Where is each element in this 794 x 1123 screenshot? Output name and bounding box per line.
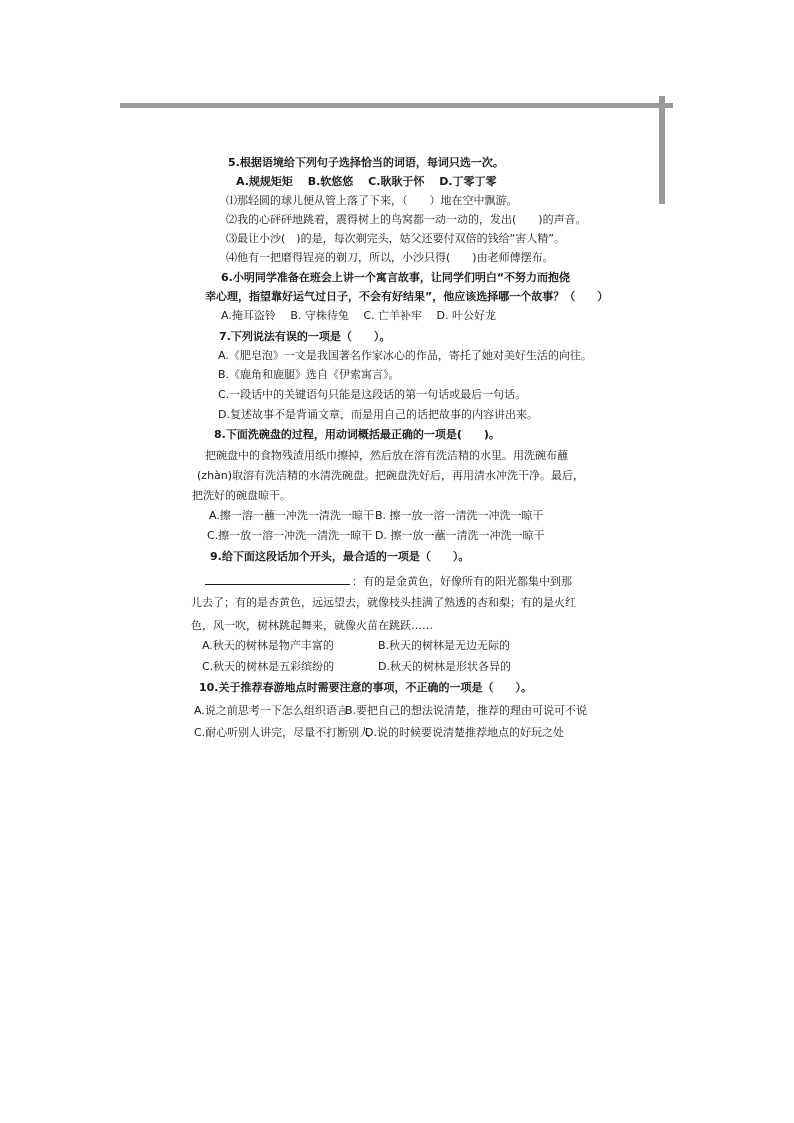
q8-option-a: A.擦一溶一蘸一冲洗一清洗一晾干 <box>209 509 374 522</box>
q10-option-c: C.耐心听别人讲完，尽量不打断别人 <box>194 726 371 739</box>
q8-option-d: D. 擦一放一蘸一清洗一冲洗一晾干 <box>375 529 545 542</box>
right-scroll-rule <box>659 96 665 204</box>
q6-options: A.掩耳盗铃 B. 守株待兔 C. 亡羊补牢 D. 叶公好龙 <box>221 309 496 322</box>
q5-title: 5.根据语境给下列句子选择恰当的词语，每词只选一次。 <box>228 156 504 169</box>
q8-passage-3: 把洗好的碗盘晾干。 <box>192 489 291 502</box>
q9-passage-1 <box>205 573 572 589</box>
q9-title: 9.给下面这段话加个开头，最合适的一项是（ ）。 <box>210 550 470 563</box>
q6-line-2: 幸心理，指望靠好运气过日子，不会有好结果”，他应该选择哪一个故事？（ ） <box>205 290 609 303</box>
q7-option-a: A.《肥皂泡》一文是我国著名作家冰心的作品，寄托了她对美好生活的向往。 <box>218 349 592 362</box>
q9-answer-blank[interactable] <box>205 573 350 585</box>
q8-option-b: B. 擦一放一溶一清洗一冲洗一晾干 <box>375 509 544 522</box>
q9-passage-3: 色，风一吹，树林跳起舞来，就像火苗在跳跃…… <box>191 619 433 632</box>
q10-option-b: B.要把自己的想法说清楚，推荐的理由可说可不说 <box>345 704 588 717</box>
q5-sentence-1: ⑴那轻圆的球儿便从管上落了下来，（ ）地在空中飘游。 <box>226 194 518 207</box>
q5-sentence-3: ⑶最让小沙( )的是，每次剃完头，姑父还要付双倍的钱给“害人精”。 <box>226 232 565 245</box>
q9-option-d: D.秋天的树林是形状各异的 <box>378 660 511 673</box>
q7-option-b: B.《鹿角和鹿腿》选自《伊索寓言》。 <box>218 368 400 381</box>
q8-option-c: C.擦一放一溶一冲洗一清洗一晾干 <box>207 529 373 542</box>
q9-option-b: B.秋天的树林是无边无际的 <box>378 639 511 652</box>
q10-option-a: A.说之前思考一下怎么组织语言 <box>194 704 348 717</box>
q7-title: 7.下列说法有误的一项是（ ）。 <box>219 330 391 343</box>
q7-option-c: C.一段话中的关键语句只能是这段话的第一句话或最后一句话。 <box>218 388 527 401</box>
q9-passage-2: 儿去了；有的是杏黄色，远远望去，就像枝头挂满了熟透的杏和梨；有的是火红 <box>191 596 576 609</box>
q7-option-d: D.复述故事不是背诵文章，而是用自己的话把故事的内容讲出来。 <box>218 408 538 421</box>
q5-sentence-2: ⑵我的心砰砰地跳着，震得树上的鸟窝都一动一动的，发出( )的声音。 <box>226 213 587 226</box>
q8-passage-1: 把碗盘中的食物残渣用纸巾擦掉，然后放在溶有洗洁精的水里。用洗碗布蘸 <box>205 449 568 462</box>
q5-options: A.规规矩矩 B.软悠悠 C.耿耿于怀 D.丁零丁零 <box>236 175 497 188</box>
q10-title: 10.关于推荐春游地点时需要注意的事项，不正确的一项是（ ）。 <box>199 681 532 694</box>
q9-option-a: A.秋天的树林是物产丰富的 <box>202 639 334 652</box>
q8-passage-2: (zhàn)取溶有洗洁精的水清洗碗盘。把碗盘洗好后，再用清水冲洗干净。最后， <box>197 469 585 482</box>
q9-option-c: C.秋天的树林是五彩缤纷的 <box>202 660 335 673</box>
top-rule <box>120 103 673 108</box>
q6-line-1: 6.小明同学准备在班会上讲一个寓言故事，让同学们明白“不努力而抱侥 <box>221 271 571 284</box>
q5-sentence-4: ⑷他有一把磨得锃亮的剃刀，所以，小沙只得( )由老师傅摆布。 <box>226 251 554 264</box>
q9-passage-1-text: ：有的是金黄色，好像所有的阳光都集中到那 <box>352 575 572 588</box>
q8-title: 8.下面洗碗盘的过程，用动词概括最正确的一项是( )。 <box>214 428 500 441</box>
q10-option-d: D.说的时候要说清楚推荐地点的好玩之处 <box>365 726 564 739</box>
